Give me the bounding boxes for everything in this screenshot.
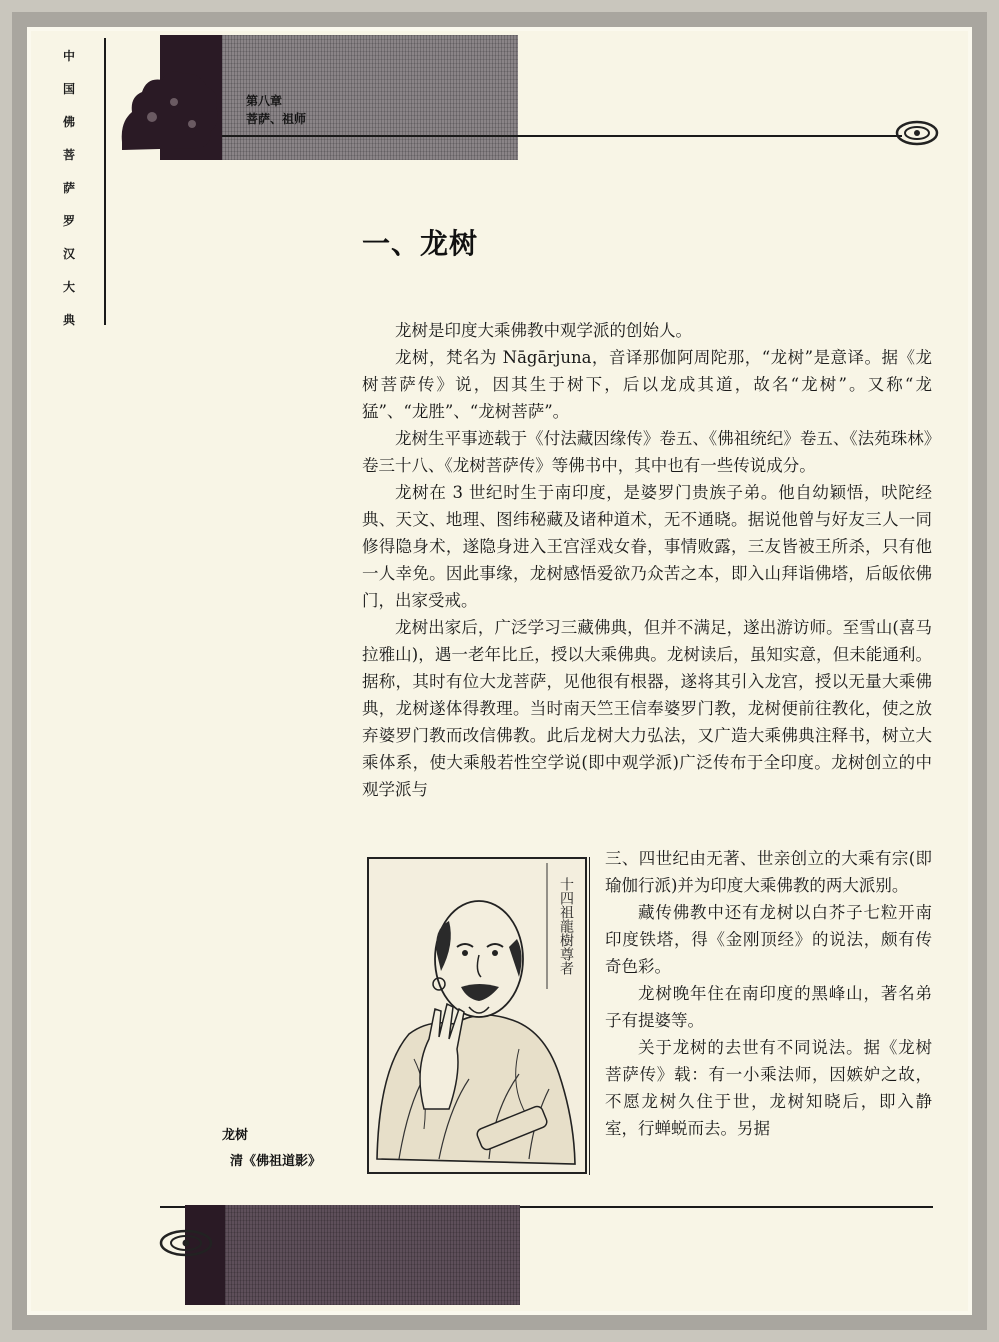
caption-name: 龙树 — [222, 1128, 249, 1143]
caption-source: 清《佛祖道影》 — [230, 1154, 322, 1169]
wrap-text — [605, 845, 932, 1142]
series-rule — [104, 38, 106, 325]
header-rule — [222, 135, 902, 137]
chapter-subtitle: 菩萨、祖师 — [246, 112, 307, 126]
paragraph: 龙树出家后，广泛学习三藏佛典，但并不满足，遂出游访师。至雪山(喜马拉雅山)，遇一老年比丘，授以大乘佛典。龙树读后，虽知实意，但未能通利。据称，其时有位大龙菩萨，见他很有根器，遂将其引入龙宫，授以无量大乘佛典，龙树遂体得教理。当时南天竺王信奉婆罗门教，龙树便前往教化，使之放弃婆罗门教而改信佛教。此后龙树大力弘法，又广造大乘佛典注释书，树立大乘体系，使大乘般若性空学说(即中观学派)广泛传布于全印度。龙树创立的中观学派与 — [362, 618, 932, 799]
portrait-inscription: 十四祖龍樹尊者 — [558, 877, 574, 975]
dragon-ornament-icon — [112, 62, 222, 152]
cloud-ornament-icon — [895, 120, 939, 146]
paragraph: 三、四世纪由无著、世亲创立的大乘有宗(即瑜伽行派)并为印度大乘佛教的两大派别。 — [605, 849, 932, 895]
paragraph: 龙树在 3 世纪时生于南印度，是婆罗门贵族子弟。他自幼颖悟，吠陀经典、天文、地理、图纬秘藏及诸种道术，无不通晓。据说他曾与好友三人一同修得隐身术，遂隐身进入王宫淫戏女眷，事情败露，三友皆被王所杀，只有他一人幸免。因此事缘，龙树感悟爱欲乃众苦之本，即入山拜诣佛塔，后皈依佛门，出家受戒。 — [362, 483, 932, 610]
paragraph: 龙树生平事迹载于《付法藏因缘传》卷五、《佛祖统纪》卷五、《法苑珠林》卷三十八、《龙树菩萨传》等佛书中，其中也有一些传说成分。 — [362, 429, 932, 475]
paragraph: 龙树，梵名为 Nāgārjuna，音译那伽阿周陀那，“龙树”是意译。据《龙树菩萨传》说，因其生于树下，后以龙成其道，故名“龙树”。又称“龙猛”、“龙胜”、“龙树菩萨”。 — [362, 348, 932, 421]
section-heading: 一、龙树 — [362, 227, 479, 260]
illustration-rule — [589, 857, 590, 1175]
paragraph: 龙树晚年住在南印度的黑峰山，著名弟子有提婆等。 — [605, 984, 932, 1030]
nagarjuna-portrait — [367, 857, 587, 1174]
paragraph: 关于龙树的去世有不同说法。据《龙树菩萨传》载：有一小乘法师，因嫉妒之故，不愿龙树久住于世，龙树知晓后，即入静室，行蝉蜕而去。另据 — [605, 1038, 932, 1138]
body-text — [362, 317, 932, 803]
cloud-ornament-icon — [158, 1228, 214, 1258]
paragraph: 龙树是印度大乘佛教中观学派的创始人。 — [395, 321, 692, 340]
footer-banner-texture — [225, 1205, 520, 1305]
paragraph: 藏传佛教中还有龙树以白芥子七粒开南印度铁塔，得《金刚顶经》的说法，颇有传奇色彩。 — [605, 903, 932, 976]
chapter-label: 第八章 — [246, 94, 283, 108]
portrait-drawing — [369, 859, 585, 1172]
series-title: 中国佛菩萨罗汉大典 — [62, 49, 75, 327]
